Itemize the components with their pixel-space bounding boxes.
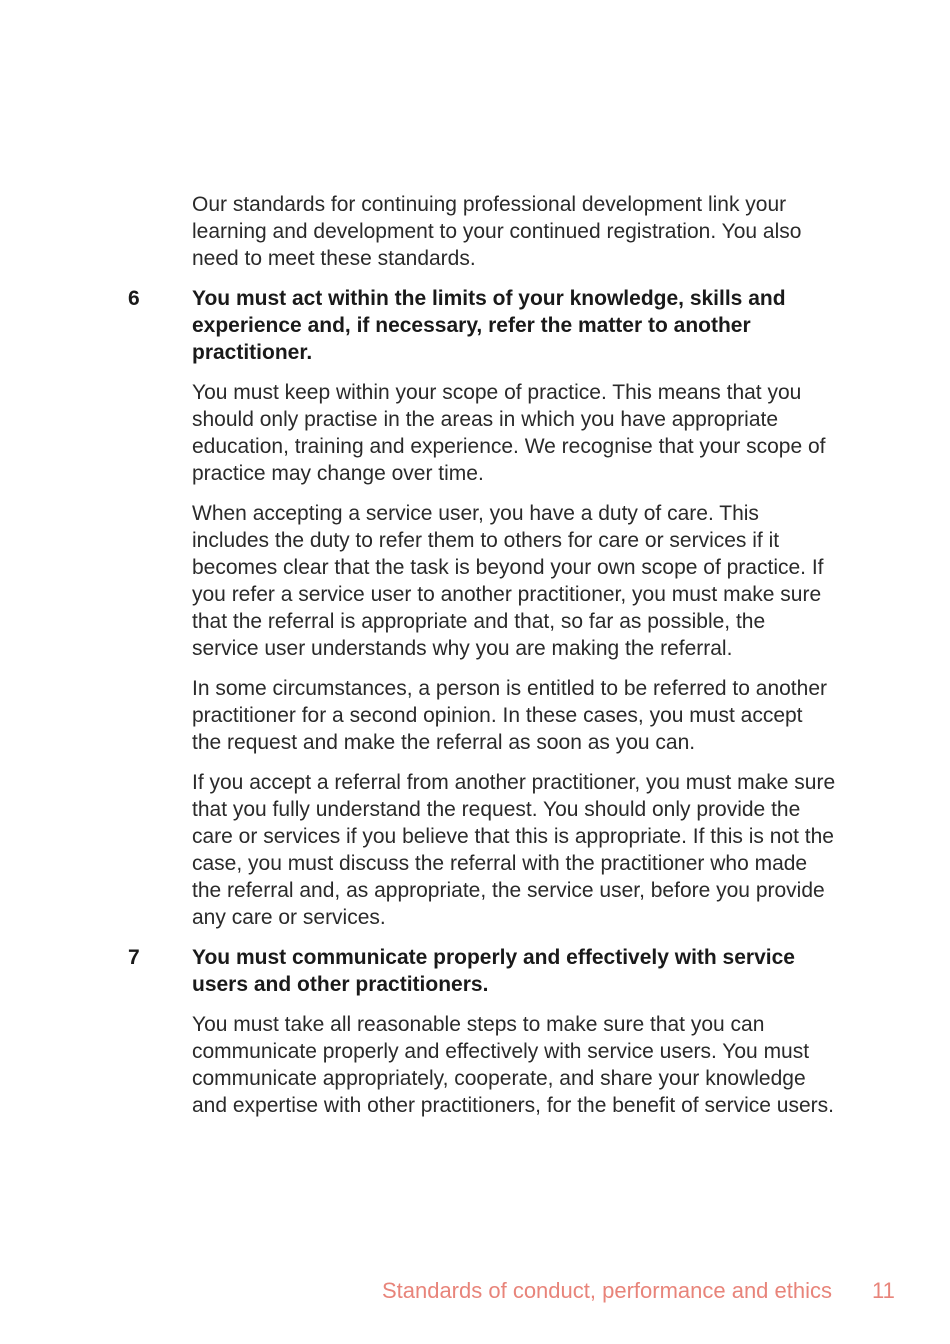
page-content: [0, 191, 950, 1132]
section-6-paragraph-1: You must keep within your scope of practice. This means that you should only practise in the areas in which you have appropriate education, training and experience. We recognise that your scope of practice may change over time.: [192, 381, 826, 485]
section-7-paragraph-1: You must take all reasonable steps to make sure that you can communicate properly and effectively with service users. You must communicate appropriately, cooperate, and share your knowledge and expertise with other practitioners, for the benefit of service users.: [192, 1013, 834, 1117]
footer-title: Standards of conduct, performance and ethics: [381, 1278, 832, 1303]
section-6-paragraph-3: In some circumstances, a person is entitled to be referred to another practitioner for a second opinion. In these cases, you must accept the request and make the referral as soon as you can.: [192, 677, 827, 754]
section-heading-text-6: You must act within the limits of your knowledge, skills and experience and, if necessary, refer the matter to another practitioner.: [192, 287, 786, 364]
section-6-paragraph-2: When accepting a service user, you have a duty of care. This includes the duty to refer them to others for care or services if it becomes clear that the task is beyond your own scope of practice. If you refer a service user to another practitioner, you must make sure that the referral is appropriate and that, so far as possible, the service user understands why you are making the referral.: [192, 502, 824, 660]
section-heading-text-7: You must communicate properly and effectively with service users and other practitioners.: [192, 946, 795, 996]
section-number-7: 7: [128, 946, 140, 969]
section-heading-6: [128, 285, 837, 366]
section-heading-7: [128, 944, 837, 998]
section-number-6: 6: [128, 287, 140, 310]
page-number: 11: [872, 1278, 895, 1303]
page-footer: [0, 1277, 950, 1305]
intro-paragraph: Our standards for continuing professional development link your learning and development to your continued registration. You also need to meet these standards.: [192, 193, 802, 270]
section-6-paragraph-4: If you accept a referral from another practitioner, you must make sure that you fully understand the request. You should only provide the care or services if you believe that this is appropriate. If this is not the case, you must discuss the referral with the practitioner who made the referral and, as appropriate, the service user, before you provide any care or services.: [192, 771, 836, 929]
